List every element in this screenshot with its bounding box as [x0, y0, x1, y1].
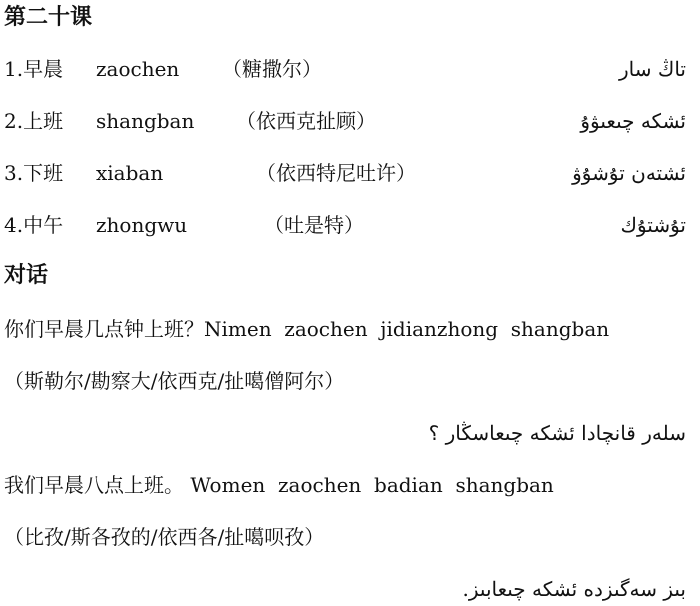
vocab-2-translit: （依西克扯顾）	[236, 109, 376, 133]
answer-transliteration: （比孜/斯各孜的/依西各/扯噶呗孜）	[4, 525, 325, 549]
vocab-3-number: 3.	[4, 161, 24, 185]
question-pinyin: Nimen zaochen jidianzhong shangban	[204, 317, 610, 341]
vocab-1-uyghur: تاڭ سار	[618, 57, 686, 81]
question-transliteration: （斯勒尔/勘察大/依西克/扯噶僧阿尔）	[4, 369, 345, 393]
vocab-4-hanzi: 中午	[23, 213, 64, 237]
answer-chinese: 我们早晨八点上班。	[4, 473, 184, 497]
vocab-2-hanzi: 上班	[23, 109, 64, 133]
vocab-4-uyghur: تۇشتۇك	[620, 213, 686, 237]
answer-uyghur: بىز سەگىزدە ئشكە چىعابىز.	[462, 577, 686, 601]
vocab-1-translit: （糖撒尔）	[222, 57, 322, 81]
vocab-4-translit: （吐是特）	[264, 213, 364, 237]
vocab-3-number-hanzi	[4, 158, 63, 188]
vocab-2-number: 2.	[4, 109, 24, 133]
vocab-3-uyghur: ئشتەن تۇشۇۋ	[572, 161, 686, 185]
vocab-2-uyghur: ئشكە چىعىۋۇ	[580, 109, 686, 133]
vocab-1-pinyin: zaochen	[96, 57, 180, 81]
vocab-1-hanzi: 早晨	[23, 57, 64, 81]
dialogue-question	[4, 314, 609, 344]
vocab-3-hanzi: 下班	[23, 161, 64, 185]
answer-pinyin: Women zaochen badian shangban	[190, 473, 554, 497]
vocab-1-number: 1.	[4, 57, 24, 81]
dialogue-title: 对话	[4, 263, 49, 288]
lesson-title: 第二十课	[4, 5, 93, 30]
vocab-4-number-hanzi	[4, 210, 63, 240]
vocab-3-translit: （依西特尼吐许）	[256, 161, 416, 185]
vocab-1-number-hanzi	[4, 54, 63, 84]
question-uyghur: سلەر قانچادا ئشكە چىعاسڭار ؟	[428, 421, 686, 445]
dialogue-answer	[4, 470, 554, 500]
vocab-4-pinyin: zhongwu	[96, 213, 188, 237]
question-chinese: 你们早晨几点钟上班？	[4, 317, 204, 341]
vocab-2-pinyin: shangban	[96, 109, 195, 133]
vocab-4-number: 4.	[4, 213, 24, 237]
vocab-2-number-hanzi	[4, 106, 63, 136]
vocab-3-pinyin: xiaban	[96, 161, 164, 185]
